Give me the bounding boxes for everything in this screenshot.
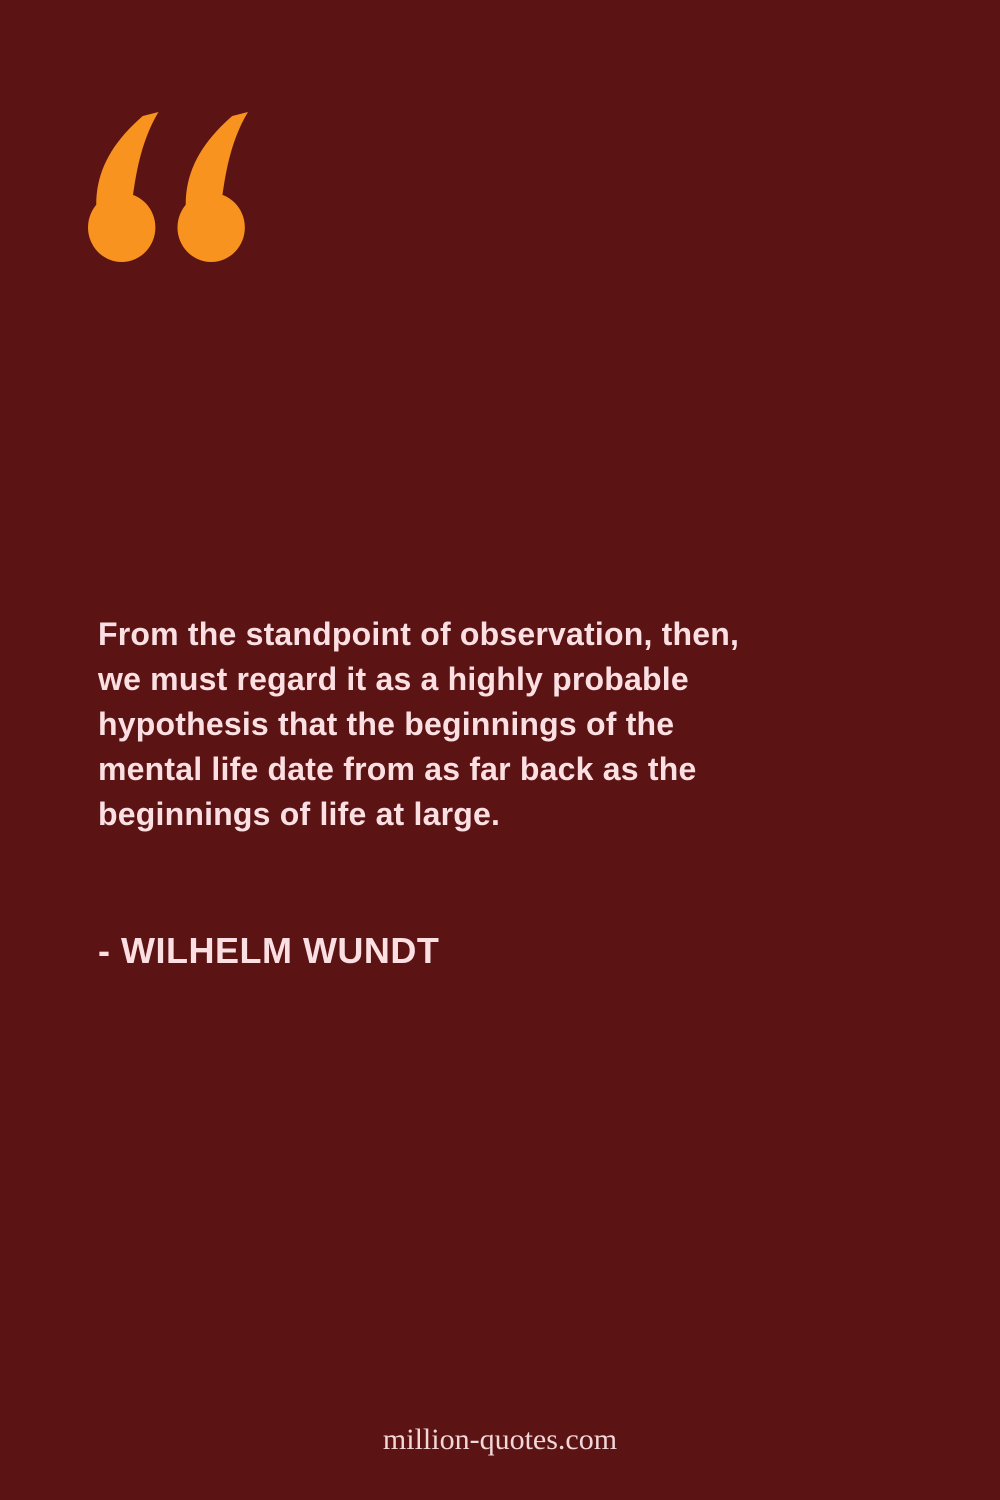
quote-line: mental life date from as far back as the [98,751,697,787]
quote-line: beginnings of life at large. [98,796,501,832]
quote-line: hypothesis that the beginnings of the [98,706,675,742]
quote-line: we must regard it as a highly probable [98,661,689,697]
website-credit: million-quotes.com [382,1423,618,1456]
quote-line: From the standpoint of observation, then, [98,616,740,652]
quote-text [98,612,838,837]
quote-comma-right [177,112,248,262]
quote-author: - WILHELM WUNDT [98,930,440,971]
quote-comma-left [88,112,159,262]
opening-double-quote-icon [88,112,248,262]
